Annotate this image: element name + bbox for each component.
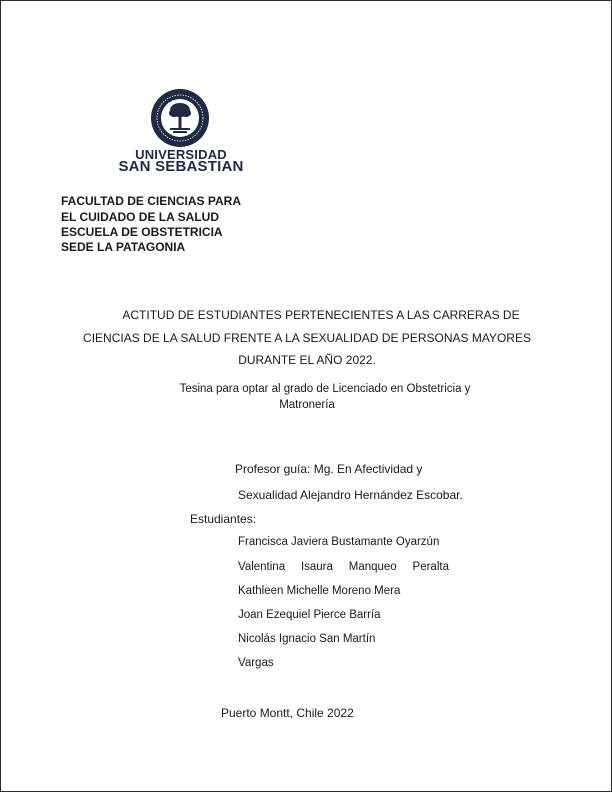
university-name-line2: SAN SEBASTIAN [118,158,244,175]
degree-line-2: Matronería [279,399,335,411]
faculty-line-2: EL CUIDADO DE LA SALUD [61,210,220,224]
faculty-line-1: FACULTAD DE CIENCIAS PARA [61,194,241,208]
student-2-part-3: Manqueo [348,561,397,573]
thesis-title-line-3: DURANTE EL AÑO 2022. [238,353,376,367]
student-2-part-4: Peralta [412,561,449,573]
university-seal-logo [150,88,210,148]
student-name-3: Kathleen Michelle Moreno Mera [238,585,401,597]
university-name-line1: UNIVERSIDAD [135,147,227,162]
student-2-part-2: Isaura [300,561,333,573]
degree-line-1: Tesina para optar al grado de Licenciado en Obstetricia y [179,383,471,395]
student-name-1: Francisca Javiera Bustamante Oyarzún [238,536,440,548]
student-name-2 [238,561,449,573]
advisor-line-2: Sexualidad Alejandro Hernández Escobar. [238,488,463,502]
thesis-title-line-1: ACTITUD DE ESTUDIANTES PERTENECIENTES A LAS CARRERAS DE [122,308,520,322]
student-2-part-1: Valentina [238,561,286,573]
place-date: Puerto Montt, Chile 2022 [221,706,354,720]
student-name-4: Joan Ezequiel Pierce Barría [238,609,381,621]
thesis-title-line-2: CIENCIAS DE LA SALUD FRENTE A LA SEXUALIDAD DE PERSONAS MAYORES [83,331,531,345]
advisor-line-1: Profesor guía: Mg. En Afectividad y [235,462,423,476]
students-label: Estudiantes: [190,512,257,526]
student-name-5b: Vargas [238,657,274,669]
faculty-line-4: SEDE LA PATAGONIA [61,240,186,254]
faculty-line-3: ESCUELA DE OBSTETRICIA [61,225,223,239]
student-name-5a: Nicolás Ignacio San Martín [238,633,376,645]
